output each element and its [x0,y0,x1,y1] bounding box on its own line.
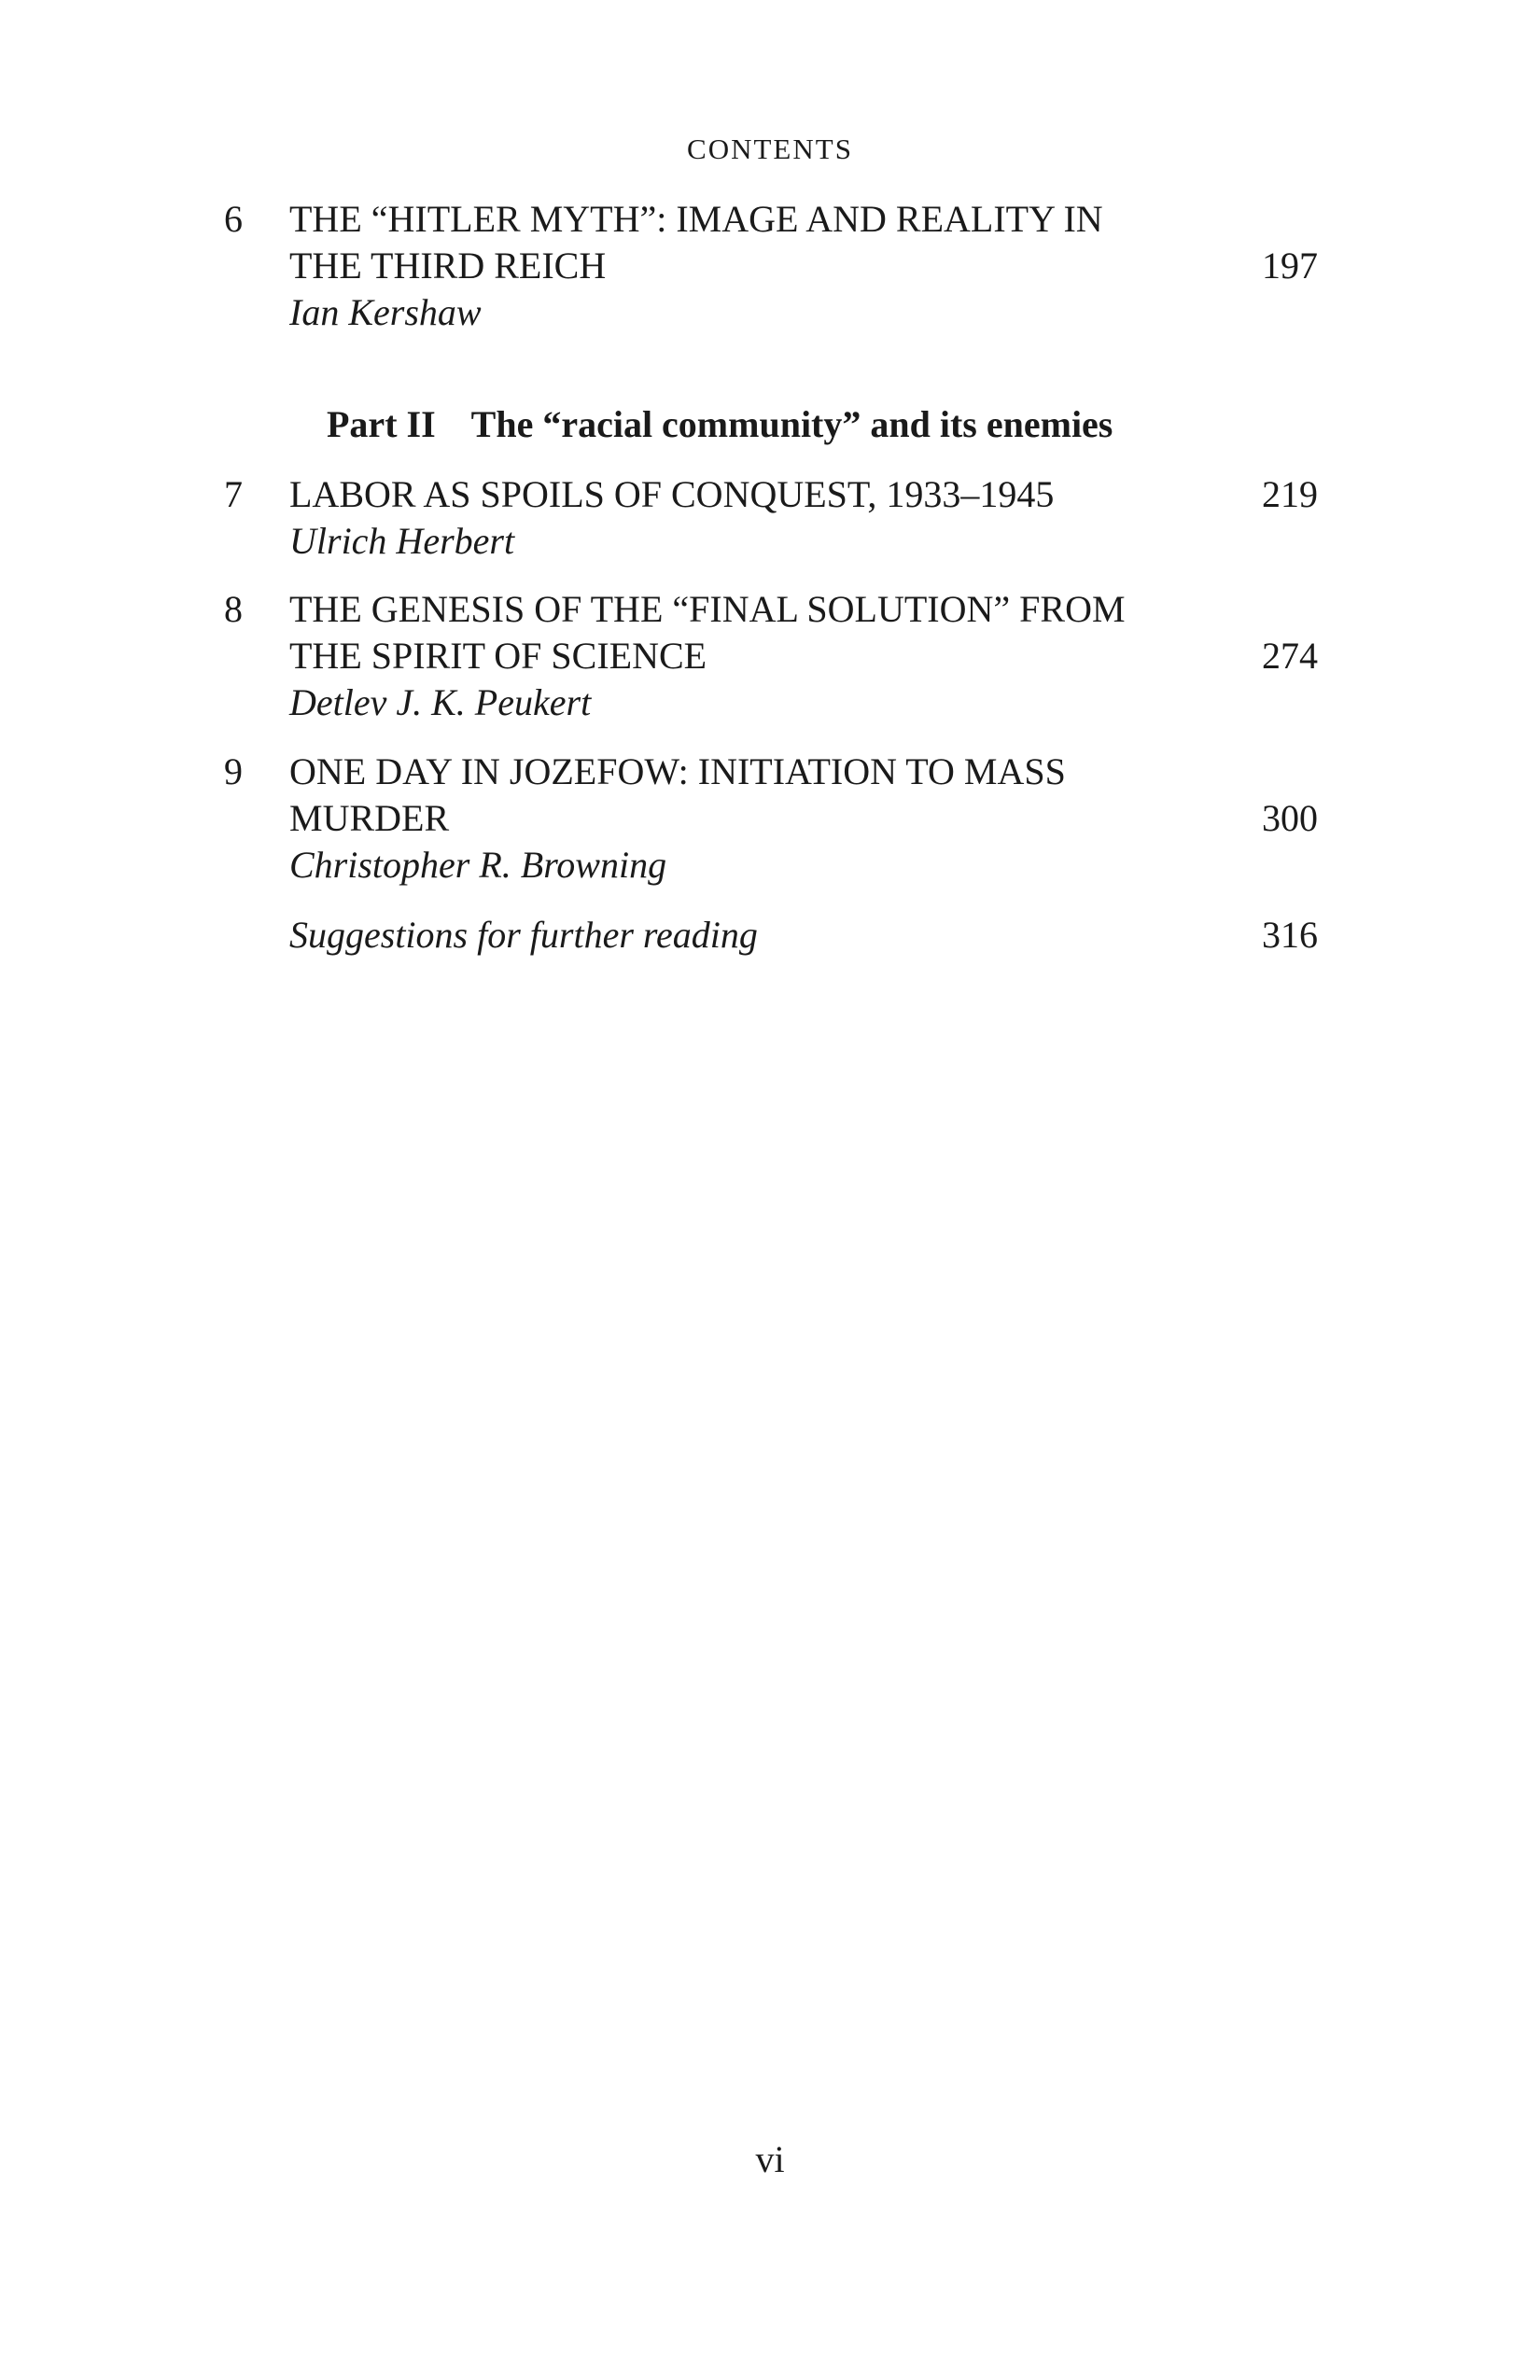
chapter-title-line: THE SPIRIT OF SCIENCE [289,635,707,677]
part-label: Part II [327,403,436,445]
page-number: 316 [1262,914,1318,956]
chapter-title-line: ONE DAY IN JOZEFOW: INITIATION TO MASS [289,750,1066,792]
chapter-title-line: LABOR AS SPOILS OF CONQUEST, 1933–1945 [289,473,1055,515]
part-heading [327,401,1113,448]
chapter-number: 7 [224,473,243,515]
folio-page-number: vi [755,2138,785,2180]
chapter-title-line: THE GENESIS OF THE “FINAL SOLUTION” FROM [289,588,1126,630]
chapter-title-line: MURDER [289,797,450,839]
chapter-author: Detlev J. K. Peukert [289,681,592,723]
chapter-number: 9 [224,750,243,792]
chapter-title-line: THE “HITLER MYTH”: IMAGE AND REALITY IN [289,198,1103,240]
running-head: CONTENTS [687,133,853,165]
chapter-title-line: THE THIRD REICH [289,245,607,287]
page-number: 219 [1262,473,1318,515]
chapter-title [289,196,1223,289]
page-number: 300 [1262,797,1318,839]
chapter-title [289,471,1223,518]
chapter-author: Ulrich Herbert [289,520,515,562]
chapter-author: Christopher R. Browning [289,844,667,886]
chapter-number: 6 [224,198,243,240]
part-title: The “racial community” and its enemies [470,403,1113,445]
chapter-title [289,749,1223,842]
page-number: 274 [1262,635,1318,677]
page-number: 197 [1262,245,1318,287]
chapter-author: Ian Kershaw [289,291,482,333]
further-reading-label: Suggestions for further reading [289,914,758,956]
chapter-title [289,586,1223,679]
chapter-number: 8 [224,588,243,630]
